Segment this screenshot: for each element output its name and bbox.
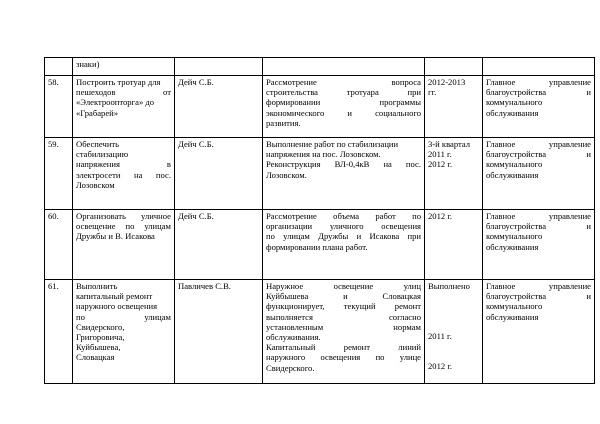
- description-line: выполняется согласно: [266, 311, 421, 322]
- action-line: Григоровича,: [76, 332, 125, 343]
- row-number: 59.: [48, 139, 59, 149]
- action-line: Построить тротуар для: [76, 77, 161, 87]
- responsible-name: Дейч С.Б.: [178, 77, 214, 87]
- action-line: Словацкая: [76, 352, 115, 363]
- description-line: установленным нормам: [266, 321, 421, 332]
- row-number: 58.: [48, 77, 59, 87]
- cell-term: [425, 280, 483, 384]
- executor-line: коммунального: [486, 159, 543, 170]
- cell-term: [425, 138, 483, 210]
- executor-line: коммунального: [486, 301, 543, 312]
- cell-responsible: [175, 280, 263, 384]
- cell-executor: [483, 58, 595, 76]
- term-line: 2012 г.: [428, 211, 453, 221]
- executor-line: благоустройства и: [486, 149, 591, 160]
- cell-action: [73, 280, 175, 384]
- cell-description: [263, 76, 425, 138]
- action-line: капитальный ремонт: [76, 291, 153, 302]
- cell-executor: [483, 138, 595, 210]
- cell-description: [263, 280, 425, 384]
- cell-responsible: [175, 76, 263, 138]
- responsible-name: Дейч С.Б.: [178, 211, 214, 221]
- description-line: Рассмотрение вопроса: [266, 77, 421, 87]
- action-line: стабилизацию: [76, 149, 129, 160]
- cell-action: [73, 76, 175, 138]
- table-row-continuation: [45, 58, 595, 76]
- description-line: функционирует, текущий ремонт: [266, 301, 421, 312]
- term-line: 2012 г.: [428, 361, 453, 372]
- description-line: по улицам Дружбы и Исакова при: [266, 231, 421, 242]
- description-line: формировании программы: [266, 97, 421, 108]
- cell-description: [263, 138, 425, 210]
- cell-num: [45, 58, 73, 76]
- description-line: Капитальный ремонт линий: [266, 342, 421, 353]
- description-line: Выполнение работ по стабилизации: [266, 139, 399, 149]
- executor-line: Главное управление: [486, 77, 591, 87]
- executor-line: коммунального: [486, 231, 543, 242]
- action-line: «Грабарей»: [76, 107, 119, 118]
- description-line: Рассмотрение объема работ по: [266, 211, 421, 221]
- cell-term: [425, 76, 483, 138]
- executor-line: обслуживания: [486, 311, 539, 322]
- term-line: 3-й квартал: [428, 139, 471, 149]
- executor-line: благоустройства и: [486, 87, 591, 98]
- executor-line: Главное управление: [486, 139, 591, 149]
- cell-executor: [483, 76, 595, 138]
- description-line: Свидерского.: [266, 362, 315, 373]
- executor-line: обслуживания: [486, 107, 539, 118]
- description-line: Наружное освещение улиц: [266, 281, 421, 291]
- responsible-name: Дейч С.Б.: [178, 139, 214, 149]
- cell-responsible: [175, 58, 263, 76]
- description-line: Куйбышева и Словацкая: [266, 291, 421, 302]
- action-line: Лозовском: [76, 179, 115, 190]
- executor-line: благоустройства и: [486, 291, 591, 302]
- term-line: Выполнено: [428, 281, 470, 291]
- description-line: Реконструкция ВЛ-0,4кВ на пос.: [266, 159, 421, 170]
- term-line: 2011 г.: [428, 331, 452, 342]
- cell-num: [45, 138, 73, 210]
- cell-executor: [483, 280, 595, 384]
- action-line: Свидерского,: [76, 321, 125, 332]
- action-line: «Электроопторга» до: [76, 97, 155, 108]
- executor-line: коммунального: [486, 97, 543, 108]
- table-row-59: [45, 138, 595, 210]
- term-line: гг.: [428, 87, 437, 98]
- description-line: Лозовском.: [266, 169, 307, 180]
- description-line: строительства тротуара при: [266, 87, 421, 98]
- action-line: Обеспечить: [76, 139, 120, 149]
- description-line: формировании плана работ.: [266, 241, 368, 252]
- cell-executor: [483, 210, 595, 280]
- cell-text: знаки): [76, 59, 100, 69]
- description-line: напряжения на пос. Лозовском.: [266, 149, 381, 160]
- cell-num: [45, 210, 73, 280]
- action-line: электросети на пос.: [76, 169, 171, 180]
- cell-term: [425, 58, 483, 76]
- description-line: наружного освещения по улице: [266, 352, 421, 363]
- action-line: Выполнить: [76, 281, 118, 291]
- description-line: экономического и социального: [266, 107, 421, 118]
- cell-num: [45, 76, 73, 138]
- table-row-58: [45, 76, 595, 138]
- table-row-60: [45, 210, 595, 280]
- action-line: напряжения в: [76, 159, 171, 170]
- cell-action: [73, 210, 175, 280]
- responsible-name: Павличев С.В.: [178, 281, 231, 291]
- action-line: пешеходов от: [76, 87, 171, 98]
- description-line: организации уличного освещения: [266, 221, 421, 232]
- table-row-61: [45, 280, 595, 384]
- action-line: Дружбы и В. Исакова: [76, 231, 155, 242]
- term-line: 2012-2013: [428, 77, 466, 87]
- cell-action: [73, 58, 175, 76]
- cell-description: [263, 210, 425, 280]
- executor-line: Главное управление: [486, 281, 591, 291]
- cell-action: [73, 138, 175, 210]
- cell-description: [263, 58, 425, 76]
- action-line: по улицам: [76, 311, 171, 322]
- description-line: обслуживания.: [266, 332, 321, 343]
- plan-table: [44, 57, 595, 384]
- action-line: Организовать уличное: [76, 211, 171, 221]
- term-line: 2011 г.: [428, 149, 452, 160]
- cell-responsible: [175, 210, 263, 280]
- action-line: наружного освещения: [76, 301, 158, 312]
- term-line: 2012 г.: [428, 159, 453, 170]
- cell-responsible: [175, 138, 263, 210]
- description-line: развития.: [266, 117, 301, 128]
- executor-line: обслуживания: [486, 169, 539, 180]
- row-number: 61.: [48, 281, 59, 291]
- action-line: освещение по улицам: [76, 221, 171, 232]
- row-number: 60.: [48, 211, 59, 221]
- executor-line: Главное управление: [486, 211, 591, 221]
- cell-term: [425, 210, 483, 280]
- executor-line: обслуживания: [486, 241, 539, 252]
- executor-line: благоустройства и: [486, 221, 591, 232]
- cell-num: [45, 280, 73, 384]
- action-line: Куйбышева,: [76, 342, 121, 353]
